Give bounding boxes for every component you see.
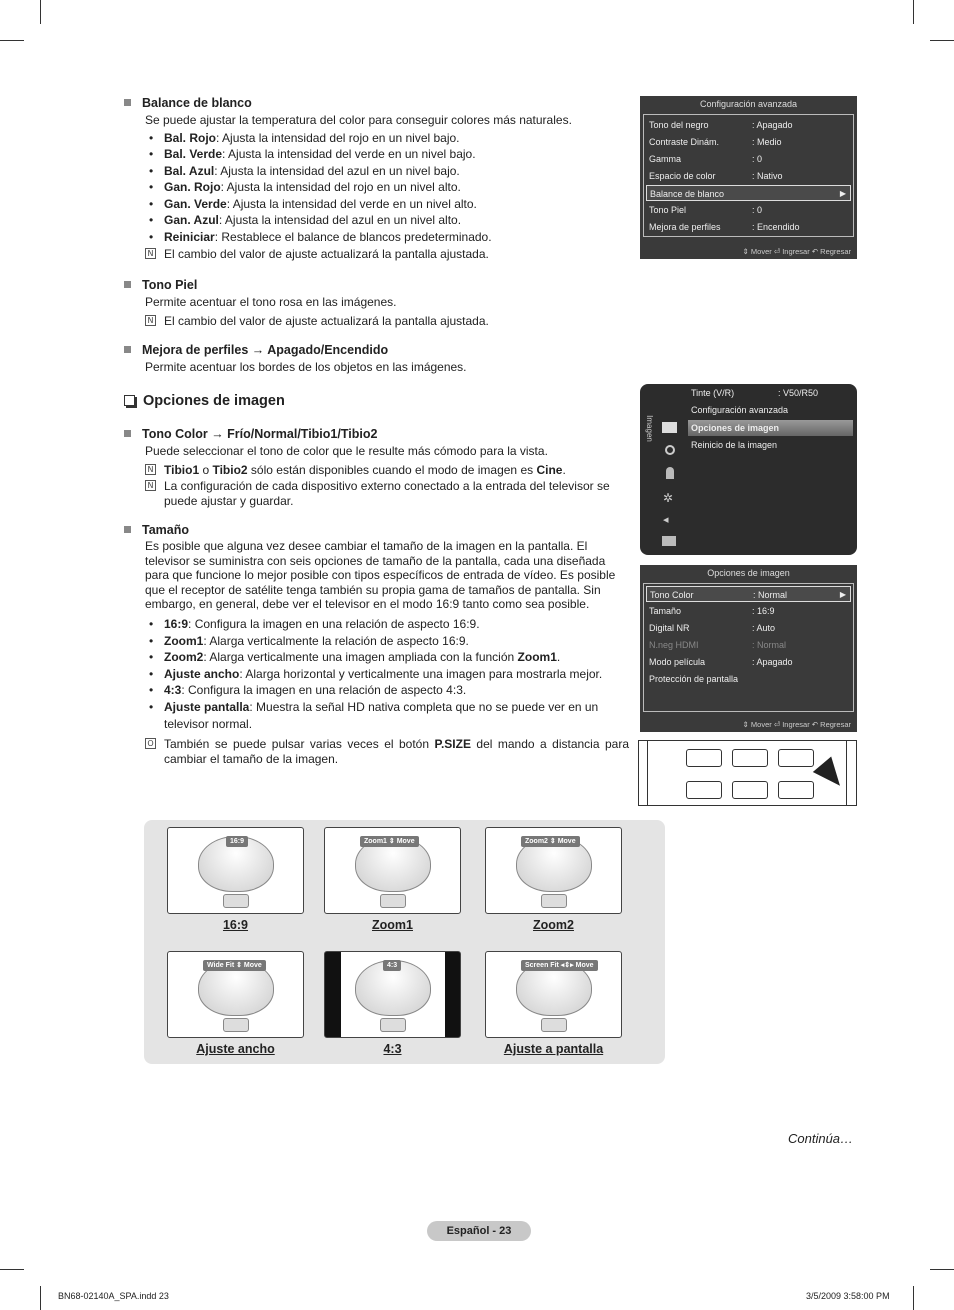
- basket-icon: [223, 894, 249, 908]
- osd-side-label: Imagen: [644, 415, 654, 442]
- osd-menu-item[interactable]: [646, 219, 851, 235]
- list-item-desc: : Ajusta la intensidad del verde en un nivel alto.: [226, 196, 477, 211]
- osd-menu-item[interactable]: [688, 420, 853, 436]
- osd-item-value: : Apagado: [752, 120, 793, 130]
- osd-item-label: Tamaño: [649, 606, 682, 616]
- osd-menu-item[interactable]: [646, 671, 851, 687]
- list-item-desc: : Alarga horizontal y verticalmente una imagen para mostrarla mejor.: [239, 666, 603, 681]
- crop-mark: [40, 0, 41, 24]
- list-item-desc: : Restablece el balance de blancos predeterminado.: [214, 230, 492, 245]
- osd-item-value: : 16:9: [752, 606, 775, 616]
- size-caption: Zoom2: [533, 918, 574, 932]
- list-item-term: Gan. Azul: [164, 213, 219, 228]
- osd-menu-item[interactable]: [646, 202, 851, 218]
- osd-menu-item[interactable]: [646, 654, 851, 670]
- list-item: [145, 616, 629, 633]
- size-caption: 4:3: [383, 1042, 402, 1056]
- note-term: P.SIZE: [434, 737, 471, 752]
- size-osd-tag: Zoom2 ⇕ Move: [521, 836, 580, 847]
- size-osd-tag: 16:9: [226, 836, 248, 847]
- osd-item-value: : 0: [752, 154, 763, 164]
- tamano-section: [124, 522, 629, 767]
- basket-icon: [541, 894, 567, 908]
- list-item-desc: : Alarga verticalmente una imagen ampliada con la función: [203, 650, 518, 665]
- osd-item-label: Tono Color: [650, 590, 694, 600]
- list-item-term: Ajuste pantalla: [164, 699, 250, 714]
- tamano-intro: Es posible que alguna vez desee cambiar el tamaño de la imagen en la pantalla. El televisor se suministra con seis opciones de tamaño de la pantalla, cada una diseñada para que funcione lo mejor posible con tipos específicos de entrada de vídeo. Es posible que el receptor de satélite tenga también su propia gama de tamaños de pantalla. Sin embargo, en general, debe ver el televisor en el modo 16:9 tanto como sea posible.: [145, 539, 616, 612]
- picture-icon: [662, 422, 677, 433]
- crop-mark: [930, 40, 954, 41]
- list-item: [145, 130, 624, 147]
- crop-mark: [0, 40, 24, 41]
- remote-button: [778, 749, 814, 767]
- list-item-desc: : Ajusta la intensidad del rojo en un nivel alto.: [220, 180, 461, 195]
- checkbox-icon: [124, 395, 135, 406]
- osd-item-value: : Normal: [753, 590, 788, 600]
- note: [145, 737, 629, 767]
- osd-item-label: Espacio de color: [649, 171, 716, 181]
- tono-color-section: [124, 426, 629, 509]
- crop-mark: [913, 0, 914, 24]
- list-item-desc: : Muestra la señal HD nativa completa que no se puede ver en un televisor normal.: [164, 699, 599, 731]
- size-thumbnail: [324, 951, 461, 1038]
- tamano-list: [124, 616, 629, 732]
- crop-mark: [930, 1269, 954, 1270]
- osd-item-label: Configuración avanzada: [691, 405, 789, 415]
- note-text: o: [199, 462, 213, 477]
- osd-footer: ⇕ Mover ⏎ Ingresar ↶ Regresar: [742, 720, 851, 729]
- note: [145, 463, 629, 478]
- osd-menu-item[interactable]: [646, 134, 851, 150]
- section-title: Opciones de imagen: [143, 393, 285, 409]
- mejora-section: [124, 342, 624, 376]
- osd-menu-item[interactable]: [646, 151, 851, 167]
- osd-item-label: Tono Piel: [649, 205, 687, 215]
- note-text: del mando a distancia para cambiar el tamaño de la imagen.: [164, 737, 629, 767]
- list-item-desc: : Configura la imagen en una relación de aspecto 16:9.: [188, 616, 480, 631]
- remote-illustration: [638, 740, 857, 806]
- osd-item-value: : Medio: [752, 137, 782, 147]
- note-term: Tibio1: [164, 462, 200, 477]
- list-item-desc: : Ajusta la intensidad del verde en un nivel bajo.: [222, 147, 476, 162]
- list-item-term: Zoom1: [517, 650, 557, 665]
- osd-menu-item[interactable]: [646, 603, 851, 619]
- list-item-desc: .: [556, 650, 561, 665]
- osd-item-value: : 0: [752, 205, 763, 215]
- note: [145, 479, 629, 509]
- note-icon: N: [145, 248, 156, 259]
- osd-item-label: Reinicio de la imagen: [691, 440, 778, 450]
- list-item-term: Bal. Rojo: [164, 130, 217, 145]
- osd-opciones-imagen: [640, 565, 857, 732]
- balance-title: Balance de blanco: [142, 96, 252, 110]
- osd-item-label: Modo película: [649, 657, 706, 667]
- crop-mark: [40, 1286, 41, 1310]
- size-caption: Zoom1: [372, 918, 413, 932]
- basket-icon: [380, 894, 406, 908]
- size-caption: Ajuste a pantalla: [503, 1042, 604, 1056]
- size-gallery: [144, 820, 665, 1064]
- osd-menu-item[interactable]: [688, 437, 853, 453]
- remote-note-icon: O: [145, 738, 156, 749]
- size-osd-tag: 4:3: [383, 960, 401, 971]
- list-item-term: 4:3: [164, 683, 182, 698]
- list-item: [145, 163, 624, 180]
- osd-item-label: Tono del negro: [649, 120, 709, 130]
- size-thumbnail: [485, 827, 622, 914]
- osd-item-label: Mejora de perfiles: [649, 222, 721, 232]
- tono-color-intro: Puede seleccionar el tono de color que le resulte más cómodo para la vista.: [145, 444, 548, 458]
- osd-item-value: : Apagado: [752, 657, 793, 667]
- remote-button: [732, 781, 768, 799]
- list-item-term: 16:9: [164, 616, 189, 631]
- osd-item-value: : Nativo: [752, 171, 783, 181]
- list-item: [145, 212, 624, 229]
- square-bullet-icon: [124, 526, 131, 533]
- note-icon: N: [145, 480, 156, 491]
- list-item: [145, 649, 629, 666]
- remote-button: [686, 749, 722, 767]
- application-icon: [662, 536, 676, 546]
- tono-piel-intro: Permite acentuar el tono rosa en las imágenes.: [145, 295, 397, 309]
- osd-item-label: Gamma: [649, 154, 682, 164]
- opciones-heading: [124, 392, 285, 410]
- tono-color-title: Tono Color → Frío/Normal/Tibio1/Tibio2: [142, 427, 378, 441]
- basket-icon: [380, 1018, 406, 1032]
- size-thumbnail: [324, 827, 461, 914]
- list-item-desc: : Ajusta la intensidad del azul en un nivel bajo.: [214, 163, 460, 178]
- list-item-term: Bal. Azul: [164, 163, 215, 178]
- list-item-desc: : Ajusta la intensidad del azul en un nivel alto.: [218, 213, 462, 228]
- list-item: [145, 229, 624, 246]
- osd-item-value: : Encendido: [752, 222, 800, 232]
- osd-side-strip: [658, 414, 684, 549]
- tono-piel-title: Tono Piel: [142, 278, 198, 292]
- list-item-desc: : Ajusta la intensidad del rojo en un nivel bajo.: [216, 130, 460, 145]
- balance-list: [124, 130, 624, 246]
- remote-button: [686, 781, 722, 799]
- osd-title: Opciones de imagen: [707, 568, 790, 578]
- size-thumbnail: [167, 951, 304, 1038]
- osd-menu-item[interactable]: [646, 117, 851, 133]
- crop-mark: [913, 1286, 914, 1310]
- list-item-term: Reiniciar: [164, 230, 215, 245]
- note-text: La configuración de cada dispositivo externo conectado a la entrada del televisor se puede ajustar y guardar.: [164, 478, 610, 508]
- list-item-desc: : Configura la imagen en una relación de aspecto 4:3.: [181, 683, 467, 698]
- list-item-term: Bal. Verde: [164, 147, 223, 162]
- arrow-right-icon: ▶: [839, 189, 846, 198]
- balance-intro: Se puede ajustar la temperatura del color para conseguir colores más naturales.: [145, 113, 572, 127]
- size-thumbnail: [167, 827, 304, 914]
- footer-right: 3/5/2009 3:58:00 PM: [806, 1291, 890, 1301]
- basket-icon: [223, 1018, 249, 1032]
- balance-section: [124, 95, 624, 262]
- osd-menu-item[interactable]: [688, 402, 853, 418]
- list-item: [145, 633, 629, 650]
- size-caption: 16:9: [222, 918, 249, 932]
- osd-menu-item[interactable]: [646, 185, 851, 201]
- list-item-desc: : Alarga verticalmente la relación de aspecto 16:9.: [203, 633, 469, 648]
- note-term: Tibio2: [212, 462, 248, 477]
- osd-menu-item[interactable]: [646, 620, 851, 636]
- osd-item-label: Tinte (V/R): [691, 388, 735, 398]
- osd-item-value: : Normal: [752, 640, 787, 650]
- size-caption: Ajuste ancho: [196, 1042, 275, 1056]
- list-item: [145, 179, 624, 196]
- list-item: [145, 666, 629, 683]
- list-item: [145, 699, 629, 732]
- crop-mark: [0, 1269, 24, 1270]
- osd-menu-item[interactable]: [646, 637, 851, 653]
- osd-item-label: N.neg HDMI: [649, 640, 699, 650]
- mejora-intro: Permite acentuar los bordes de los objetos en las imágenes.: [145, 360, 467, 374]
- note: [145, 247, 624, 262]
- osd-item-label: Contraste Dinám.: [649, 137, 720, 147]
- list-item-term: Gan. Verde: [164, 196, 227, 211]
- mejora-title: Mejora de perfiles → Apagado/Encendido: [142, 343, 389, 357]
- list-item-term: Zoom2: [164, 650, 204, 665]
- osd-item-label: Digital NR: [649, 623, 690, 633]
- osd-item-label: Opciones de imagen: [691, 423, 780, 433]
- setup-icon: ✲: [663, 491, 674, 505]
- osd-item-label: Protección de pantalla: [649, 674, 739, 684]
- osd-menu-item[interactable]: [646, 168, 851, 184]
- square-bullet-icon: [124, 99, 131, 106]
- note-icon: N: [145, 315, 156, 326]
- list-item-term: Zoom1: [164, 633, 204, 648]
- square-bullet-icon: [124, 346, 131, 353]
- note-text: También se puede pulsar varias veces el botón: [164, 737, 435, 752]
- size-osd-tag: Wide Fit ⇕ Move: [203, 960, 266, 971]
- psize-button[interactable]: [732, 749, 768, 767]
- osd-menu-item[interactable]: [688, 385, 853, 401]
- list-item: [145, 682, 629, 699]
- note-text: El cambio del valor de ajuste actualizará la pantalla ajustada.: [164, 246, 489, 261]
- note: [145, 314, 624, 329]
- osd-title: Configuración avanzada: [699, 99, 798, 109]
- square-bullet-icon: [124, 281, 131, 288]
- osd-item-value: : V50/R50: [778, 388, 819, 398]
- tono-piel-section: [124, 277, 624, 329]
- size-osd-tag: Screen Fit ◂⇕▸ Move: [521, 960, 598, 971]
- note-text: sólo están disponibles cuando el modo de imagen es: [247, 462, 537, 477]
- tamano-title: Tamaño: [142, 523, 189, 537]
- osd-item-value: : Auto: [752, 623, 776, 633]
- list-item-term: Ajuste ancho: [164, 666, 240, 681]
- osd-footer: ⇕ Mover ⏎ Ingresar ↶ Regresar: [742, 247, 851, 256]
- note-icon: N: [145, 464, 156, 475]
- size-thumbnail: [485, 951, 622, 1038]
- square-bullet-icon: [124, 430, 131, 437]
- list-item: [145, 146, 624, 163]
- remote-button: [778, 781, 814, 799]
- osd-item-label: Balance de blanco: [650, 189, 725, 199]
- footer-left: BN68-02140A_SPA.indd 23: [58, 1291, 169, 1301]
- note-term: Cine: [536, 462, 563, 477]
- list-item-term: Gan. Rojo: [164, 180, 221, 195]
- arrow-right-icon: ▶: [839, 590, 846, 599]
- osd-imagen-menu: [640, 384, 857, 555]
- page-number: Español - 23: [446, 1225, 512, 1237]
- sound-icon: [665, 445, 675, 455]
- osd-configuracion-avanzada: [640, 96, 857, 259]
- size-osd-tag: Zoom1 ⇕ Move: [360, 836, 419, 847]
- input-icon: ◂: [663, 514, 669, 526]
- basket-icon: [541, 1018, 567, 1032]
- continua-label: Continúa…: [788, 1131, 854, 1146]
- note-text: El cambio del valor de ajuste actualizará la pantalla ajustada.: [164, 313, 489, 328]
- list-item: [145, 196, 624, 213]
- channel-icon: [666, 467, 674, 479]
- osd-menu-item[interactable]: [646, 586, 851, 602]
- page-number-badge: [427, 1221, 531, 1241]
- note-text: .: [562, 462, 566, 477]
